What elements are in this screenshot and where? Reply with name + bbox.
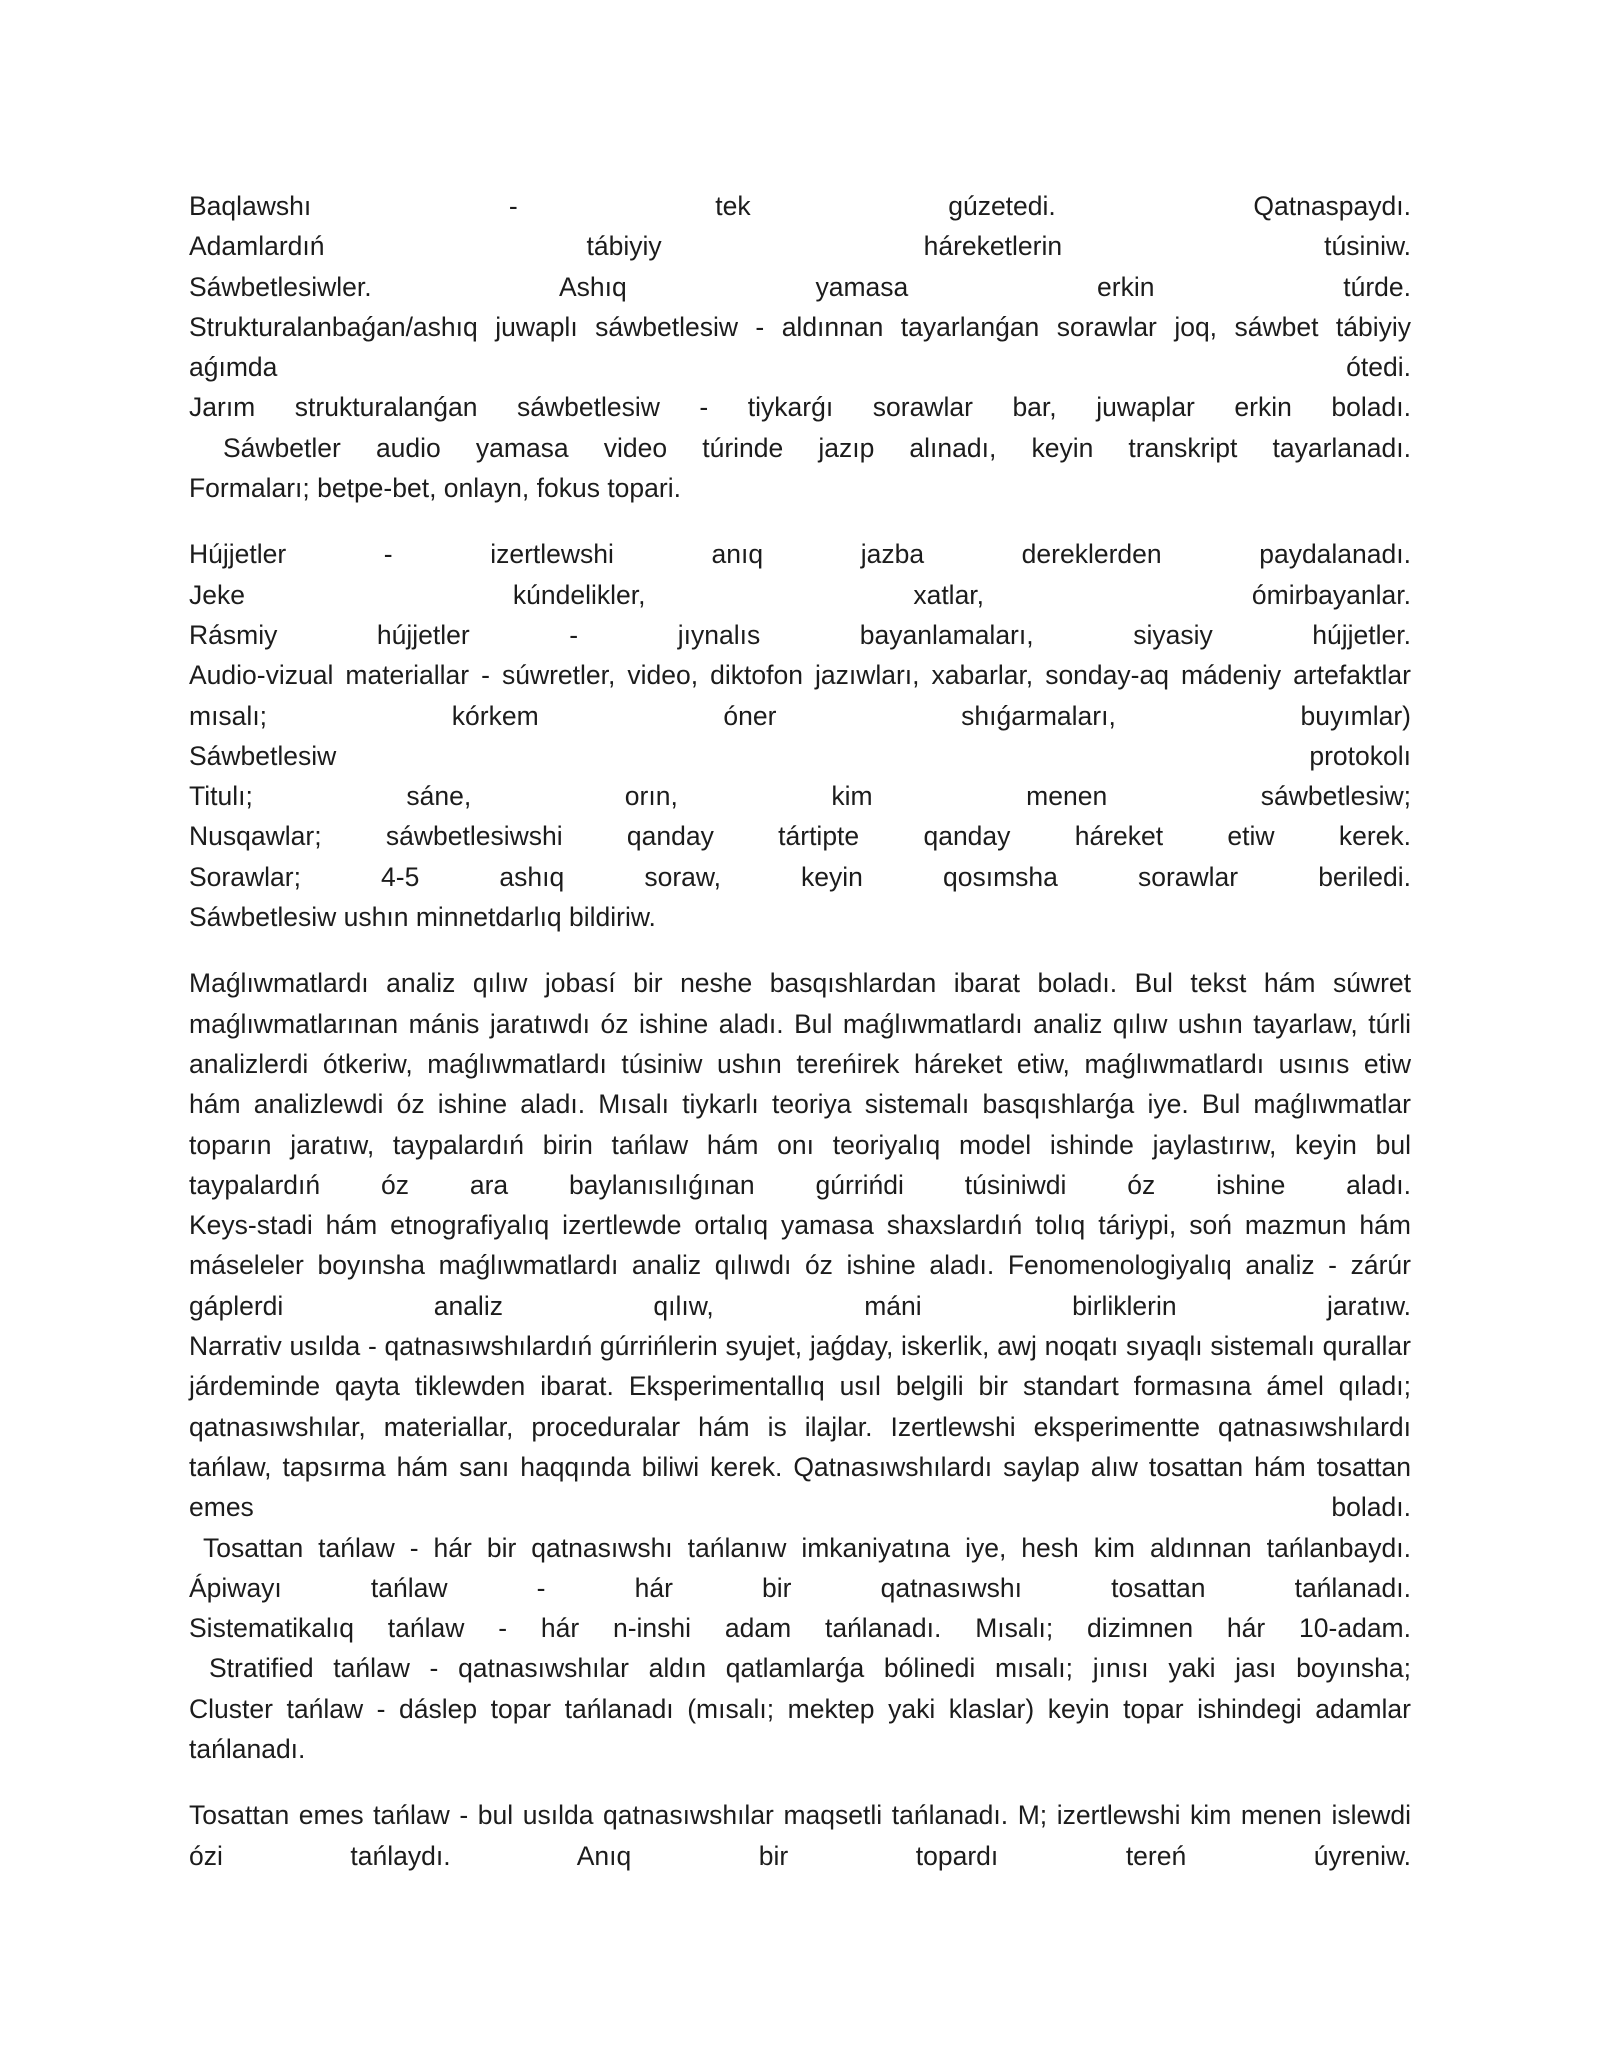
text-line: Titulı; sáne, orın, kim menen sáwbetlesiw; <box>189 781 1411 812</box>
text-line: Maǵlıwmatlardı analiz qılıw jobasí bir neshe basqıshlardan ibarat boladı. Bul tekst hám súwret <box>189 968 1411 999</box>
text-line: Sorawlar; 4-5 ashıq soraw, keyin qosımsha sorawlar beriledi. <box>189 861 1411 892</box>
paragraph <box>189 963 1411 1769</box>
text-line: toparın jaratıw, taypalardıń birin tańlaw hám onı teoriyalıq model ishinde jaylastırıw, keyin bul <box>189 1129 1411 1160</box>
text-line: Nusqawlar; sáwbetlesiwshi qanday tártipte qanday háreket etiw kerek. <box>189 821 1411 852</box>
text-line: Hújjetler - izertlewshi anıq jazba dereklerden paydalanadı. <box>189 539 1411 570</box>
text-line: analizlerdi ótkeriw, maǵlıwmatlardı túsiniw ushın tereńirek háreket etiw, maǵlıwmatlardı usınıs etiw <box>189 1048 1411 1079</box>
text-line: Narrativ usılda - qatnasıwshılardıń gúrrińlerin syujet, jaǵday, iskerlik, awj noqatı sıyaqlı sistemalı qurallar <box>189 1331 1411 1362</box>
text-line: Audio-vizual materiallar - súwretler, video, diktofon jazıwları, xabarlar, sonday-aq mádeniy artefaktlar <box>189 660 1411 691</box>
text-line: tańlaw, tapsırma hám sanı haqqında biliwi kerek. Qatnasıwshılardı saylap alıw tosattan hám tosattan <box>189 1451 1411 1482</box>
text-line: Rásmiy hújjetler - jıynalıs bayanlamaları, siyasiy hújjetler. <box>189 619 1411 650</box>
text-line: tańlanadı. <box>189 1733 306 1764</box>
text-line: Sistematikalıq tańlaw - hár n-inshi adam tańlanadı. Mısalı; dizimnen hár 10-adam. <box>189 1613 1411 1644</box>
text-line: Sáwbetlesiw ushın minnetdarlıq bildiriw. <box>189 902 656 933</box>
text-line: Jarım strukturalanǵan sáwbetlesiw - tiykarǵı sorawlar bar, juwaplar erkin boladı. <box>189 392 1411 423</box>
text-line: hám analizlewdi óz ishine aladı. Mısalı tiykarlı teoriya sistemalı basqıshlarǵa iye. Bul maǵlıwmatlar <box>189 1089 1411 1120</box>
paragraph <box>189 1795 1411 1876</box>
text-line: Stratified tańlaw - qatnasıwshılar aldın qatlamlarǵa bólinedi mısalı; jınısı yaki jası boyınsha; <box>209 1653 1411 1684</box>
text-line: mısalı; kórkem óner shıǵarmaları, buyımlar) <box>189 700 1411 731</box>
text-line: qatnasıwshılar, materiallar, proceduralar hám is ilajlar. Izertlewshi eksperimentte qatnasıwshılardı <box>189 1411 1411 1442</box>
text-line: Sáwbetler audio yamasa video túrinde jazıp alınadı, keyin transkript tayarlanadı. <box>223 432 1411 463</box>
text-line: Strukturalanbaǵan/ashıq juwaplı sáwbetlesiw - aldınnan tayarlanǵan sorawlar joq, sáwbet tábiyiy <box>189 311 1411 342</box>
paragraph <box>189 186 1411 508</box>
text-line: Cluster tańlaw - dáslep topar tańlanadı (mısalı; mektep yaki klaslar) keyin topar ishindegi adamlar <box>189 1693 1411 1724</box>
text-line: gáplerdi analiz qılıw, máni birliklerin jaratıw. <box>189 1290 1411 1321</box>
text-line: Formaları; betpe-bet, onlayn, fokus topari. <box>189 473 681 504</box>
text-line: Ápiwayı tańlaw - hár bir qatnasıwshı tosattan tańlanadı. <box>189 1572 1411 1603</box>
text-line: Baqlawshı - tek gúzetedi. Qatnaspaydı. <box>189 191 1411 221</box>
text-line: Tosattan emes tańlaw - bul usılda qatnasıwshılar maqsetli tańlanadı. M; izertlewshi kim menen islewdi <box>189 1800 1411 1831</box>
text-line: Adamlardıń tábiyiy háreketlerin túsiniw. <box>189 231 1411 262</box>
paragraph <box>189 534 1411 937</box>
text-line: járdeminde qayta tiklewden ibarat. Eksperimentallıq usıl belgili bir standart formasına ámel qıladı; <box>189 1371 1411 1402</box>
text-line: Sáwbetlesiw protokolı <box>189 740 1411 771</box>
text-line: taypalardıń óz ara baylanısılıǵınan gúrrińdi túsiniwdi óz ishine aladı. <box>189 1169 1411 1200</box>
text-line: Keys-stadi hám etnografiyalıq izertlewde ortalıq yamasa shaxslardıń tolıq táriypi, soń mazmun hám <box>189 1210 1411 1241</box>
text-line: Sáwbetlesiwler. Ashıq yamasa erkin túrde. <box>189 271 1411 302</box>
text-line: Jeke kúndelikler, xatlar, ómirbayanlar. <box>189 579 1411 610</box>
text-line: ózi tańlaydı. Anıq bir topardı tereń úyreniw. <box>189 1840 1411 1871</box>
document-body <box>189 186 1411 1902</box>
text-line: máseleler boyınsha maǵlıwmatlardı analiz qılıwdı óz ishine aladı. Fenomenologiyalıq analiz - zárúr <box>189 1250 1411 1281</box>
text-line: emes boladı. <box>189 1492 1411 1523</box>
text-line: aǵımda ótedi. <box>189 352 1411 383</box>
text-line: maǵlıwmatlarınan mánis jaratıwdı óz ishine aladı. Bul maǵlıwmatlardı analiz qılıw ushın tayarlaw, túrli <box>189 1008 1411 1039</box>
text-line: Tosattan tańlaw - hár bir qatnasıwshı tańlanıw imkaniyatına iye, hesh kim aldınnan tańlanbaydı. <box>203 1532 1411 1563</box>
